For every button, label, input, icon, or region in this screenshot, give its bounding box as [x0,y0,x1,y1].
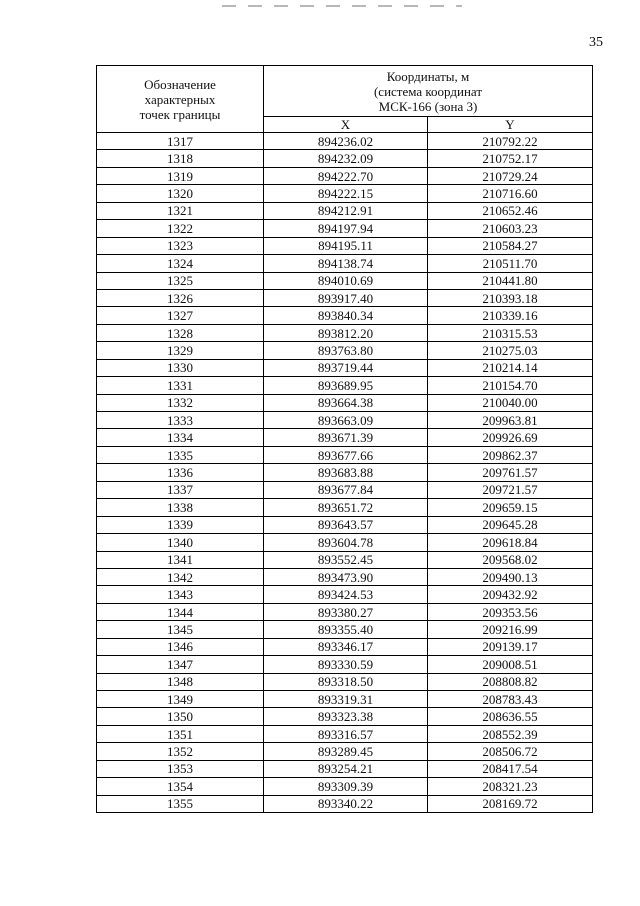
x-coordinate-cell: 893917.40 [264,289,428,306]
point-id-cell: 1336 [97,464,264,481]
table-header [97,66,593,133]
table-row [97,412,593,429]
y-coordinate-cell: 210792.22 [428,133,593,150]
table-row [97,568,593,585]
x-column-header: X [264,117,428,133]
y-coordinate-cell: 208636.55 [428,708,593,725]
y-coordinate-cell: 210339.16 [428,307,593,324]
y-coordinate-cell: 210511.70 [428,255,593,272]
x-coordinate-cell: 893330.59 [264,656,428,673]
y-coordinate-cell: 210275.03 [428,342,593,359]
x-coordinate-cell: 893683.88 [264,464,428,481]
x-coordinate-cell: 893651.72 [264,499,428,516]
x-coordinate-cell: 894195.11 [264,237,428,254]
x-coordinate-cell: 893604.78 [264,534,428,551]
y-coordinate-cell: 209721.57 [428,481,593,498]
point-id-cell: 1355 [97,795,264,812]
y-coordinate-cell: 210040.00 [428,394,593,411]
point-id-cell: 1329 [97,342,264,359]
x-coordinate-cell: 893323.38 [264,708,428,725]
y-coordinate-cell: 209761.57 [428,464,593,481]
point-id-cell: 1342 [97,568,264,585]
table-row [97,289,593,306]
x-coordinate-cell: 893719.44 [264,359,428,376]
x-coordinate-cell: 893340.22 [264,795,428,812]
y-coordinate-cell: 210393.18 [428,289,593,306]
table-row [97,324,593,341]
point-id-cell: 1328 [97,324,264,341]
table-row [97,795,593,812]
table-row [97,446,593,463]
x-coordinate-cell: 893840.34 [264,307,428,324]
y-coordinate-cell: 209618.84 [428,534,593,551]
table-row [97,394,593,411]
table-row [97,516,593,533]
y-coordinate-cell: 209216.99 [428,621,593,638]
y-coordinate-cell: 210652.46 [428,202,593,219]
table-row [97,481,593,498]
x-coordinate-cell: 893319.31 [264,691,428,708]
table-row [97,202,593,219]
x-coordinate-cell: 893316.57 [264,725,428,742]
x-coordinate-cell: 893677.84 [264,481,428,498]
y-coordinate-cell: 209963.81 [428,412,593,429]
table-row [97,743,593,760]
point-id-cell: 1338 [97,499,264,516]
table-row [97,237,593,254]
x-coordinate-cell: 893355.40 [264,621,428,638]
x-coordinate-cell: 893643.57 [264,516,428,533]
point-id-cell: 1347 [97,656,264,673]
y-coordinate-cell: 209008.51 [428,656,593,673]
y-coordinate-cell: 208417.54 [428,760,593,777]
coords-header-line: МСК-166 (зона 3) [378,98,478,114]
point-id-cell: 1323 [97,237,264,254]
point-id-cell: 1341 [97,551,264,568]
x-coordinate-cell: 893289.45 [264,743,428,760]
table-row [97,499,593,516]
y-coordinate-cell: 210716.60 [428,185,593,202]
point-id-cell: 1333 [97,412,264,429]
table-row [97,534,593,551]
table-row [97,586,593,603]
table-row [97,167,593,184]
x-coordinate-cell: 894197.94 [264,220,428,237]
x-coordinate-cell: 894222.15 [264,185,428,202]
table-row [97,342,593,359]
point-id-cell: 1350 [97,708,264,725]
table-row [97,150,593,167]
table-row [97,133,593,150]
table-row [97,272,593,289]
table-row [97,551,593,568]
point-id-cell: 1330 [97,359,264,376]
table-row [97,691,593,708]
table-row [97,621,593,638]
point-id-cell: 1317 [97,133,264,150]
point-id-cell: 1345 [97,621,264,638]
y-coordinate-cell: 208783.43 [428,691,593,708]
coords-header-line: Координаты, м [386,68,470,84]
y-coordinate-cell: 209432.92 [428,586,593,603]
point-id-cell: 1318 [97,150,264,167]
y-coordinate-cell: 210214.14 [428,359,593,376]
table-row [97,255,593,272]
y-coordinate-cell: 210584.27 [428,237,593,254]
point-id-cell: 1331 [97,377,264,394]
x-coordinate-cell: 893664.38 [264,394,428,411]
x-coordinate-cell: 894138.74 [264,255,428,272]
point-id-cell: 1339 [97,516,264,533]
x-coordinate-cell: 894236.02 [264,133,428,150]
point-id-cell: 1326 [97,289,264,306]
coordinates-table [96,65,593,813]
y-coordinate-cell: 209926.69 [428,429,593,446]
point-id-cell: 1337 [97,481,264,498]
x-coordinate-cell: 893812.20 [264,324,428,341]
table-row [97,220,593,237]
y-coordinate-cell: 210752.17 [428,150,593,167]
y-column-header: Y [428,117,593,133]
point-header-line: точек границы [139,106,221,122]
point-id-cell: 1340 [97,534,264,551]
table-row [97,464,593,481]
y-coordinate-cell: 208321.23 [428,778,593,795]
table-row [97,760,593,777]
point-id-cell: 1325 [97,272,264,289]
table-row [97,778,593,795]
point-id-cell: 1322 [97,220,264,237]
table-row [97,359,593,376]
x-coordinate-cell: 894010.69 [264,272,428,289]
point-id-cell: 1335 [97,446,264,463]
y-coordinate-cell: 208552.39 [428,725,593,742]
point-id-cell: 1324 [97,255,264,272]
point-id-cell: 1344 [97,603,264,620]
x-coordinate-cell: 893552.45 [264,551,428,568]
x-coordinate-cell: 893318.50 [264,673,428,690]
y-coordinate-cell: 210154.70 [428,377,593,394]
table-body [97,133,593,813]
point-id-cell: 1327 [97,307,264,324]
coordinates-header [264,66,593,117]
y-coordinate-cell: 210603.23 [428,220,593,237]
y-coordinate-cell: 208169.72 [428,795,593,812]
point-id-cell: 1343 [97,586,264,603]
x-coordinate-cell: 893689.95 [264,377,428,394]
table-row [97,656,593,673]
point-designation-header [97,66,264,133]
point-id-cell: 1321 [97,202,264,219]
y-coordinate-cell: 208808.82 [428,673,593,690]
y-coordinate-cell: 209139.17 [428,638,593,655]
point-id-cell: 1320 [97,185,264,202]
x-coordinate-cell: 893763.80 [264,342,428,359]
x-coordinate-cell: 893309.39 [264,778,428,795]
table-row [97,429,593,446]
point-id-cell: 1332 [97,394,264,411]
y-coordinate-cell: 209353.56 [428,603,593,620]
x-coordinate-cell: 894222.70 [264,167,428,184]
x-coordinate-cell: 894212.91 [264,202,428,219]
x-coordinate-cell: 893424.53 [264,586,428,603]
point-header-line: характерных [144,91,216,107]
point-id-cell: 1353 [97,760,264,777]
x-coordinate-cell: 893346.17 [264,638,428,655]
coords-header-line: (система координат [373,83,483,99]
table-row [97,638,593,655]
y-coordinate-cell: 209645.28 [428,516,593,533]
y-coordinate-cell: 210315.53 [428,324,593,341]
point-id-cell: 1334 [97,429,264,446]
point-id-cell: 1319 [97,167,264,184]
table-row [97,603,593,620]
x-coordinate-cell: 893254.21 [264,760,428,777]
x-coordinate-cell: 893473.90 [264,568,428,585]
table-row [97,185,593,202]
point-id-cell: 1349 [97,691,264,708]
table-row [97,673,593,690]
y-coordinate-cell: 208506.72 [428,743,593,760]
x-coordinate-cell: 894232.09 [264,150,428,167]
x-coordinate-cell: 893663.09 [264,412,428,429]
table-row [97,725,593,742]
point-id-cell: 1354 [97,778,264,795]
scan-artifact-marks [222,5,462,7]
point-id-cell: 1351 [97,725,264,742]
y-coordinate-cell: 209862.37 [428,446,593,463]
point-id-cell: 1346 [97,638,264,655]
table-row [97,307,593,324]
y-coordinate-cell: 210441.80 [428,272,593,289]
point-id-cell: 1352 [97,743,264,760]
point-header-line: Обозначение [144,76,216,92]
x-coordinate-cell: 893380.27 [264,603,428,620]
y-coordinate-cell: 210729.24 [428,167,593,184]
y-coordinate-cell: 209659.15 [428,499,593,516]
table-row [97,708,593,725]
y-coordinate-cell: 209568.02 [428,551,593,568]
x-coordinate-cell: 893671.39 [264,429,428,446]
y-coordinate-cell: 209490.13 [428,568,593,585]
x-coordinate-cell: 893677.66 [264,446,428,463]
page-number: 35 [589,35,603,50]
point-id-cell: 1348 [97,673,264,690]
table-row [97,377,593,394]
